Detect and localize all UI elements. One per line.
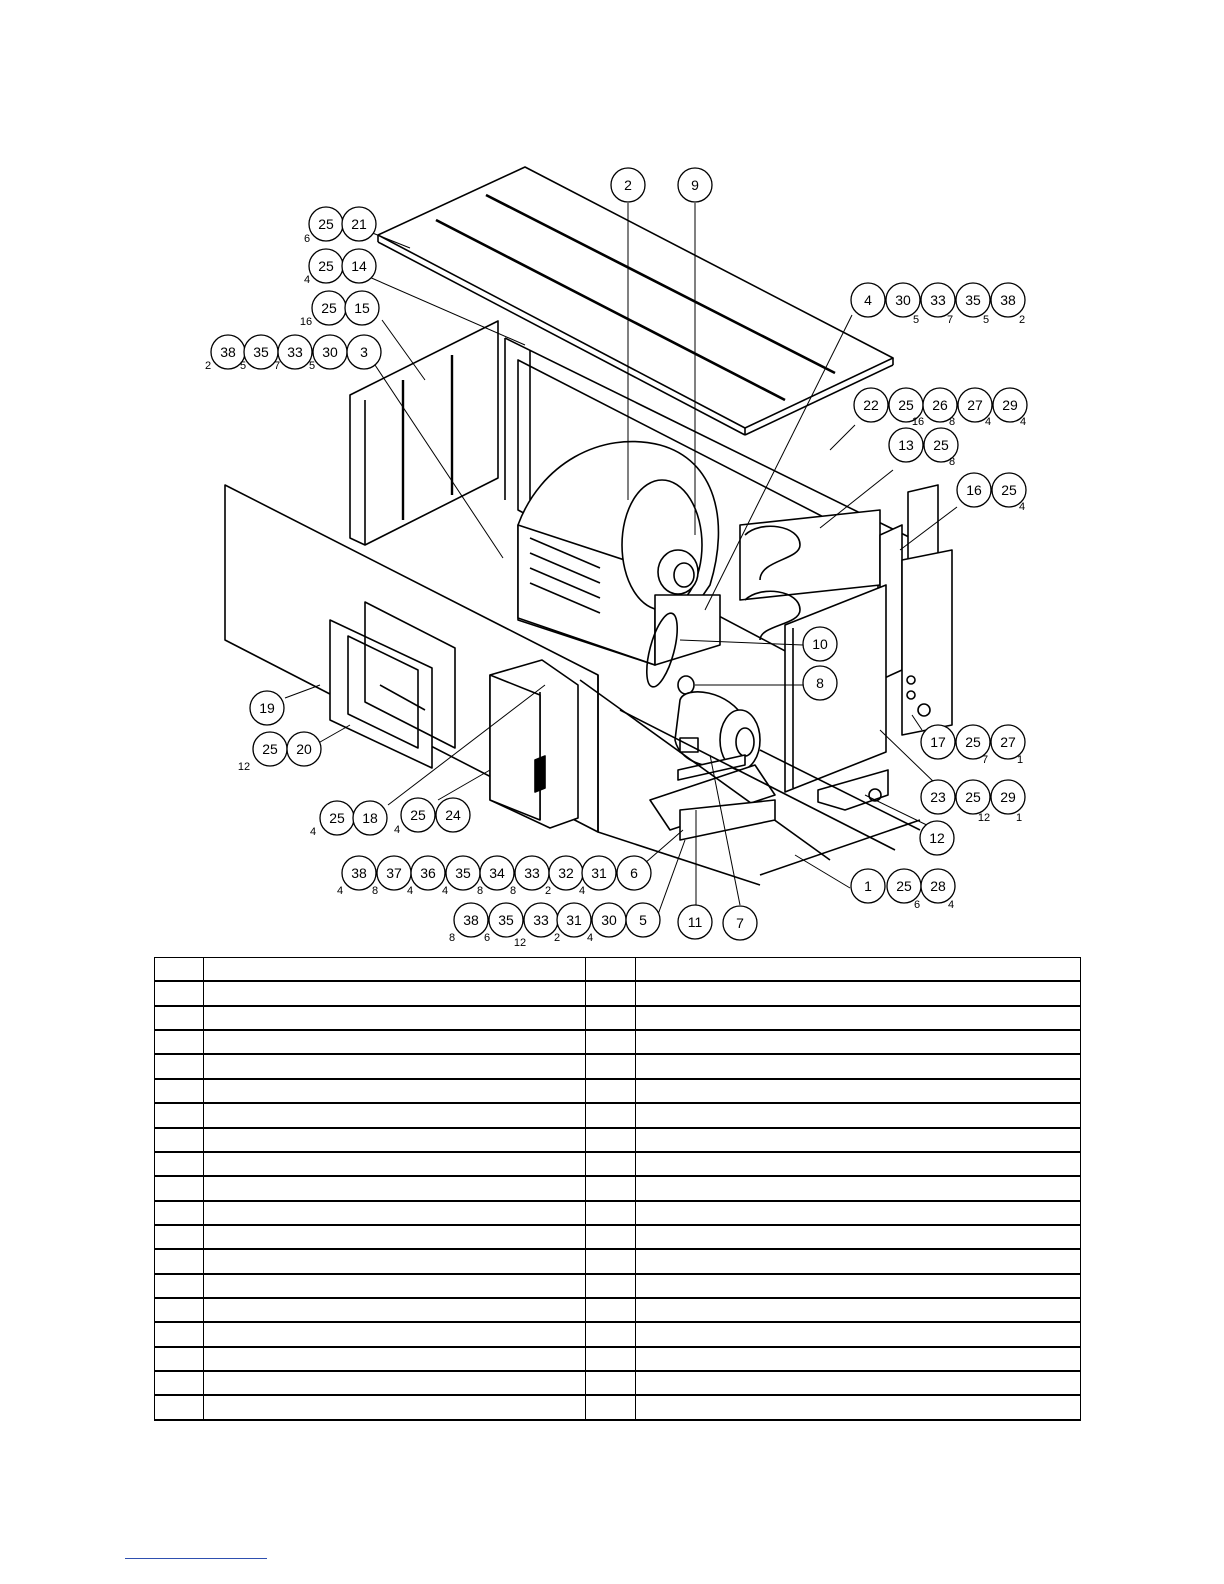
callout-16 — [957, 473, 991, 507]
quantity-label: 6 — [913, 899, 921, 911]
callout-number: 1 — [864, 878, 872, 894]
table-row — [155, 1298, 1081, 1322]
part-number-cell — [155, 1249, 204, 1273]
table-row — [155, 1371, 1081, 1395]
callout-number: 25 — [898, 397, 914, 413]
callout-number: 25 — [329, 810, 345, 826]
callout-35 — [244, 335, 278, 369]
table-row — [155, 1054, 1081, 1078]
part-number-cell — [155, 1103, 204, 1127]
callout-18 — [353, 801, 387, 835]
callout-22 — [854, 388, 888, 422]
part-number-cell — [155, 1298, 204, 1322]
callout-number: 8 — [816, 675, 824, 691]
part-number-cell — [586, 1030, 636, 1054]
exploded-view-drawing — [200, 140, 1060, 950]
control-box — [490, 660, 578, 828]
part-number-cell — [155, 1030, 204, 1054]
callout-1 — [851, 869, 885, 903]
table-row — [155, 1030, 1081, 1054]
part-number-cell — [155, 1395, 204, 1420]
callout-number: 25 — [965, 734, 981, 750]
quantity-label: 5 — [912, 314, 920, 326]
part-description-cell — [636, 1006, 1081, 1030]
part-description-cell — [204, 1176, 586, 1200]
quantity-label: 2 — [1018, 314, 1026, 326]
table-row — [155, 1103, 1081, 1127]
part-number-cell — [155, 958, 204, 982]
part-description-cell — [636, 958, 1081, 982]
part-number-cell — [586, 1054, 636, 1078]
part-description-cell — [204, 1347, 586, 1371]
part-number-cell — [586, 1225, 636, 1249]
callout-29 — [991, 780, 1025, 814]
table-row — [155, 1322, 1081, 1346]
callout-number: 27 — [967, 397, 983, 413]
part-number-cell — [586, 958, 636, 982]
right-access-panel — [902, 550, 952, 735]
part-number-cell — [586, 1347, 636, 1371]
callout-number: 28 — [930, 878, 946, 894]
table-row — [155, 1006, 1081, 1030]
part-number-cell — [586, 1103, 636, 1127]
callout-number: 31 — [566, 912, 582, 928]
exploded-view-diagram — [200, 140, 1060, 950]
callout-15 — [345, 291, 379, 325]
callout-number: 35 — [965, 292, 981, 308]
part-description-cell — [636, 1128, 1081, 1152]
part-number-cell — [155, 1128, 204, 1152]
quantity-label: 16 — [911, 416, 925, 428]
table-row — [155, 1225, 1081, 1249]
part-number-cell — [155, 1054, 204, 1078]
callout-number: 36 — [420, 865, 436, 881]
quantity-label: 4 — [406, 885, 414, 897]
part-number-cell — [586, 1176, 636, 1200]
callout-20 — [287, 732, 321, 766]
part-description-cell — [636, 1030, 1081, 1054]
callout-17 — [921, 725, 955, 759]
quantity-label: 6 — [483, 932, 491, 944]
quantity-label: 4 — [578, 885, 586, 897]
table-row — [155, 1176, 1081, 1200]
callout-35 — [489, 903, 523, 937]
callout-31 — [582, 856, 616, 890]
callout-14 — [342, 249, 376, 283]
part-description-cell — [636, 1176, 1081, 1200]
callout-38 — [991, 283, 1025, 317]
callout-number: 33 — [287, 344, 303, 360]
quantity-label: 8 — [509, 885, 517, 897]
callout-21 — [342, 207, 376, 241]
quantity-label: 8 — [948, 416, 956, 428]
part-number-cell — [155, 1079, 204, 1103]
callout-35 — [446, 856, 480, 890]
part-description-cell — [204, 1225, 586, 1249]
part-description-cell — [204, 1006, 586, 1030]
part-description-cell — [636, 1395, 1081, 1420]
callout-number: 30 — [601, 912, 617, 928]
callout-number: 25 — [321, 300, 337, 316]
callout-number: 15 — [354, 300, 370, 316]
part-number-cell — [586, 1249, 636, 1273]
table-row — [155, 1201, 1081, 1225]
callout-number: 38 — [220, 344, 236, 360]
callout-number: 19 — [259, 700, 275, 716]
part-number-cell — [155, 1176, 204, 1200]
part-description-cell — [636, 1225, 1081, 1249]
callout-number: 18 — [362, 810, 378, 826]
part-number-cell — [586, 1128, 636, 1152]
part-description-cell — [204, 981, 586, 1005]
part-description-cell — [204, 1371, 586, 1395]
callout-number: 25 — [410, 807, 426, 823]
quantity-label: 4 — [303, 274, 311, 286]
part-number-cell — [155, 1006, 204, 1030]
quantity-label: 7 — [273, 360, 281, 372]
part-description-cell — [636, 981, 1081, 1005]
part-description-cell — [204, 1079, 586, 1103]
callout-25 — [309, 249, 343, 283]
callout-number: 20 — [296, 741, 312, 757]
footer-link-underline — [125, 1558, 267, 1559]
callout-number: 2 — [624, 177, 632, 193]
part-description-cell — [204, 1054, 586, 1078]
part-number-cell — [586, 981, 636, 1005]
motor-pulley — [678, 676, 694, 694]
part-description-cell — [204, 1201, 586, 1225]
callout-33 — [524, 903, 558, 937]
callout-number: 38 — [463, 912, 479, 928]
callout-number: 25 — [933, 437, 949, 453]
quantity-label: 4 — [309, 826, 317, 838]
table-row — [155, 1249, 1081, 1273]
part-number-cell — [586, 1298, 636, 1322]
callout-number: 25 — [965, 789, 981, 805]
callout-number: 6 — [630, 865, 638, 881]
callout-number: 33 — [930, 292, 946, 308]
callout-number: 23 — [930, 789, 946, 805]
callout-25 — [401, 798, 435, 832]
callout-37 — [377, 856, 411, 890]
callout-number: 25 — [318, 216, 334, 232]
callout-number: 37 — [386, 865, 402, 881]
callout-38 — [342, 856, 376, 890]
callout-28 — [921, 869, 955, 903]
callout-number: 35 — [455, 865, 471, 881]
callout-6 — [617, 856, 651, 890]
quantity-label: 8 — [476, 885, 484, 897]
drain-pan — [818, 770, 888, 810]
quantity-label: 4 — [441, 885, 449, 897]
quantity-label: 1 — [1016, 754, 1024, 766]
callout-10 — [803, 627, 837, 661]
callout-11 — [678, 905, 712, 939]
quantity-label: 4 — [336, 885, 344, 897]
callout-number: 3 — [360, 344, 368, 360]
quantity-label: 5 — [982, 314, 990, 326]
table-row — [155, 1274, 1081, 1298]
part-description-cell — [636, 1322, 1081, 1346]
callout-30 — [592, 903, 626, 937]
callout-number: 12 — [929, 830, 945, 846]
part-description-cell — [636, 1152, 1081, 1176]
callout-25 — [887, 869, 921, 903]
callout-number: 33 — [533, 912, 549, 928]
callout-3 — [347, 335, 381, 369]
part-number-cell — [155, 1225, 204, 1249]
callout-25 — [320, 801, 354, 835]
part-number-cell — [586, 1371, 636, 1395]
table-row — [155, 981, 1081, 1005]
quantity-label: 7 — [946, 314, 954, 326]
callout-number: 32 — [558, 865, 574, 881]
callout-number: 38 — [351, 865, 367, 881]
part-description-cell — [636, 1347, 1081, 1371]
quantity-label: 16 — [299, 316, 313, 328]
quantity-label: 4 — [947, 899, 955, 911]
callout-30 — [313, 335, 347, 369]
callout-36 — [411, 856, 445, 890]
part-number-cell — [155, 1201, 204, 1225]
part-description-cell — [204, 1395, 586, 1420]
part-number-cell — [155, 981, 204, 1005]
quantity-label: 7 — [981, 754, 989, 766]
callout-25 — [312, 291, 346, 325]
quantity-label: 2 — [544, 885, 552, 897]
part-description-cell — [636, 1201, 1081, 1225]
part-description-cell — [204, 958, 586, 982]
callout-32 — [549, 856, 583, 890]
callout-24 — [436, 798, 470, 832]
callout-number: 35 — [253, 344, 269, 360]
part-description-cell — [204, 1128, 586, 1152]
quantity-label: 4 — [1018, 501, 1026, 513]
part-number-cell — [155, 1152, 204, 1176]
callout-34 — [480, 856, 514, 890]
callout-number: 16 — [966, 482, 982, 498]
part-description-cell — [204, 1152, 586, 1176]
quantity-label: 8 — [371, 885, 379, 897]
quantity-label: 4 — [984, 416, 992, 428]
quantity-label: 5 — [239, 360, 247, 372]
part-description-cell — [204, 1249, 586, 1273]
callout-number: 22 — [863, 397, 879, 413]
quantity-label: 1 — [1015, 812, 1023, 824]
callout-33 — [515, 856, 549, 890]
callout-number: 27 — [1000, 734, 1016, 750]
callout-25 — [253, 732, 287, 766]
part-description-cell — [636, 1103, 1081, 1127]
part-number-cell — [155, 1274, 204, 1298]
quantity-label: 4 — [586, 932, 594, 944]
quantity-label: 12 — [513, 937, 527, 949]
callout-number: 10 — [812, 636, 828, 652]
callout-30 — [886, 283, 920, 317]
callout-25 — [309, 207, 343, 241]
quantity-label: 2 — [204, 360, 212, 372]
parts-list-table — [154, 957, 1081, 1421]
callout-number: 34 — [489, 865, 505, 881]
callout-number: 25 — [318, 258, 334, 274]
table-row — [155, 958, 1081, 982]
callout-23 — [921, 780, 955, 814]
quantity-label: 2 — [553, 932, 561, 944]
part-description-cell — [636, 1298, 1081, 1322]
callout-number: 25 — [262, 741, 278, 757]
part-description-cell — [204, 1030, 586, 1054]
part-description-cell — [636, 1054, 1081, 1078]
quantity-label: 12 — [977, 812, 991, 824]
callout-number: 31 — [591, 865, 607, 881]
part-description-cell — [636, 1079, 1081, 1103]
callout-number: 29 — [1000, 789, 1016, 805]
table-row — [155, 1079, 1081, 1103]
callout-number: 7 — [736, 915, 744, 931]
callout-31 — [557, 903, 591, 937]
callout-8 — [803, 666, 837, 700]
callout-number: 30 — [895, 292, 911, 308]
callout-25 — [956, 780, 990, 814]
callout-number: 11 — [687, 914, 703, 930]
quantity-label: 5 — [308, 360, 316, 372]
part-number-cell — [586, 1079, 636, 1103]
callout-13 — [889, 428, 923, 462]
callout-number: 26 — [932, 397, 948, 413]
callout-number: 17 — [930, 734, 946, 750]
callout-35 — [956, 283, 990, 317]
part-number-cell — [586, 1201, 636, 1225]
part-number-cell — [155, 1322, 204, 1346]
quantity-label: 4 — [393, 824, 401, 836]
callout-number: 25 — [896, 878, 912, 894]
part-description-cell — [636, 1249, 1081, 1273]
callout-number: 21 — [351, 216, 367, 232]
part-description-cell — [204, 1103, 586, 1127]
callout-number: 33 — [524, 865, 540, 881]
callout-19 — [250, 691, 284, 725]
part-description-cell — [636, 1371, 1081, 1395]
callout-4 — [851, 283, 885, 317]
part-number-cell — [586, 1152, 636, 1176]
quantity-label: 8 — [948, 456, 956, 468]
callout-number: 35 — [498, 912, 514, 928]
table-row — [155, 1152, 1081, 1176]
part-description-cell — [636, 1274, 1081, 1298]
part-description-cell — [204, 1322, 586, 1346]
callout-12 — [920, 821, 954, 855]
callout-number: 25 — [1001, 482, 1017, 498]
callout-number: 4 — [864, 292, 872, 308]
callout-5 — [626, 903, 660, 937]
table-row — [155, 1395, 1081, 1420]
callout-number: 38 — [1000, 292, 1016, 308]
table-row — [155, 1347, 1081, 1371]
part-description-cell — [204, 1298, 586, 1322]
callout-33 — [278, 335, 312, 369]
callout-33 — [921, 283, 955, 317]
callout-2 — [611, 168, 645, 202]
callout-number: 5 — [639, 912, 647, 928]
callout-number: 29 — [1002, 397, 1018, 413]
quantity-label: 4 — [1019, 416, 1027, 428]
part-description-cell — [204, 1274, 586, 1298]
quantity-label: 8 — [448, 932, 456, 944]
callout-number: 24 — [445, 807, 461, 823]
part-number-cell — [155, 1347, 204, 1371]
callout-number: 30 — [322, 344, 338, 360]
quantity-label: 12 — [237, 761, 251, 773]
part-number-cell — [586, 1322, 636, 1346]
part-number-cell — [586, 1274, 636, 1298]
quantity-label: 6 — [303, 233, 311, 245]
callout-7 — [723, 906, 757, 940]
callout-number: 13 — [898, 437, 914, 453]
callout-9 — [678, 168, 712, 202]
part-number-cell — [586, 1006, 636, 1030]
part-number-cell — [586, 1395, 636, 1420]
table-row — [155, 1128, 1081, 1152]
callout-number: 14 — [351, 258, 367, 274]
callout-38 — [454, 903, 488, 937]
callout-number: 9 — [691, 177, 699, 193]
part-number-cell — [155, 1371, 204, 1395]
